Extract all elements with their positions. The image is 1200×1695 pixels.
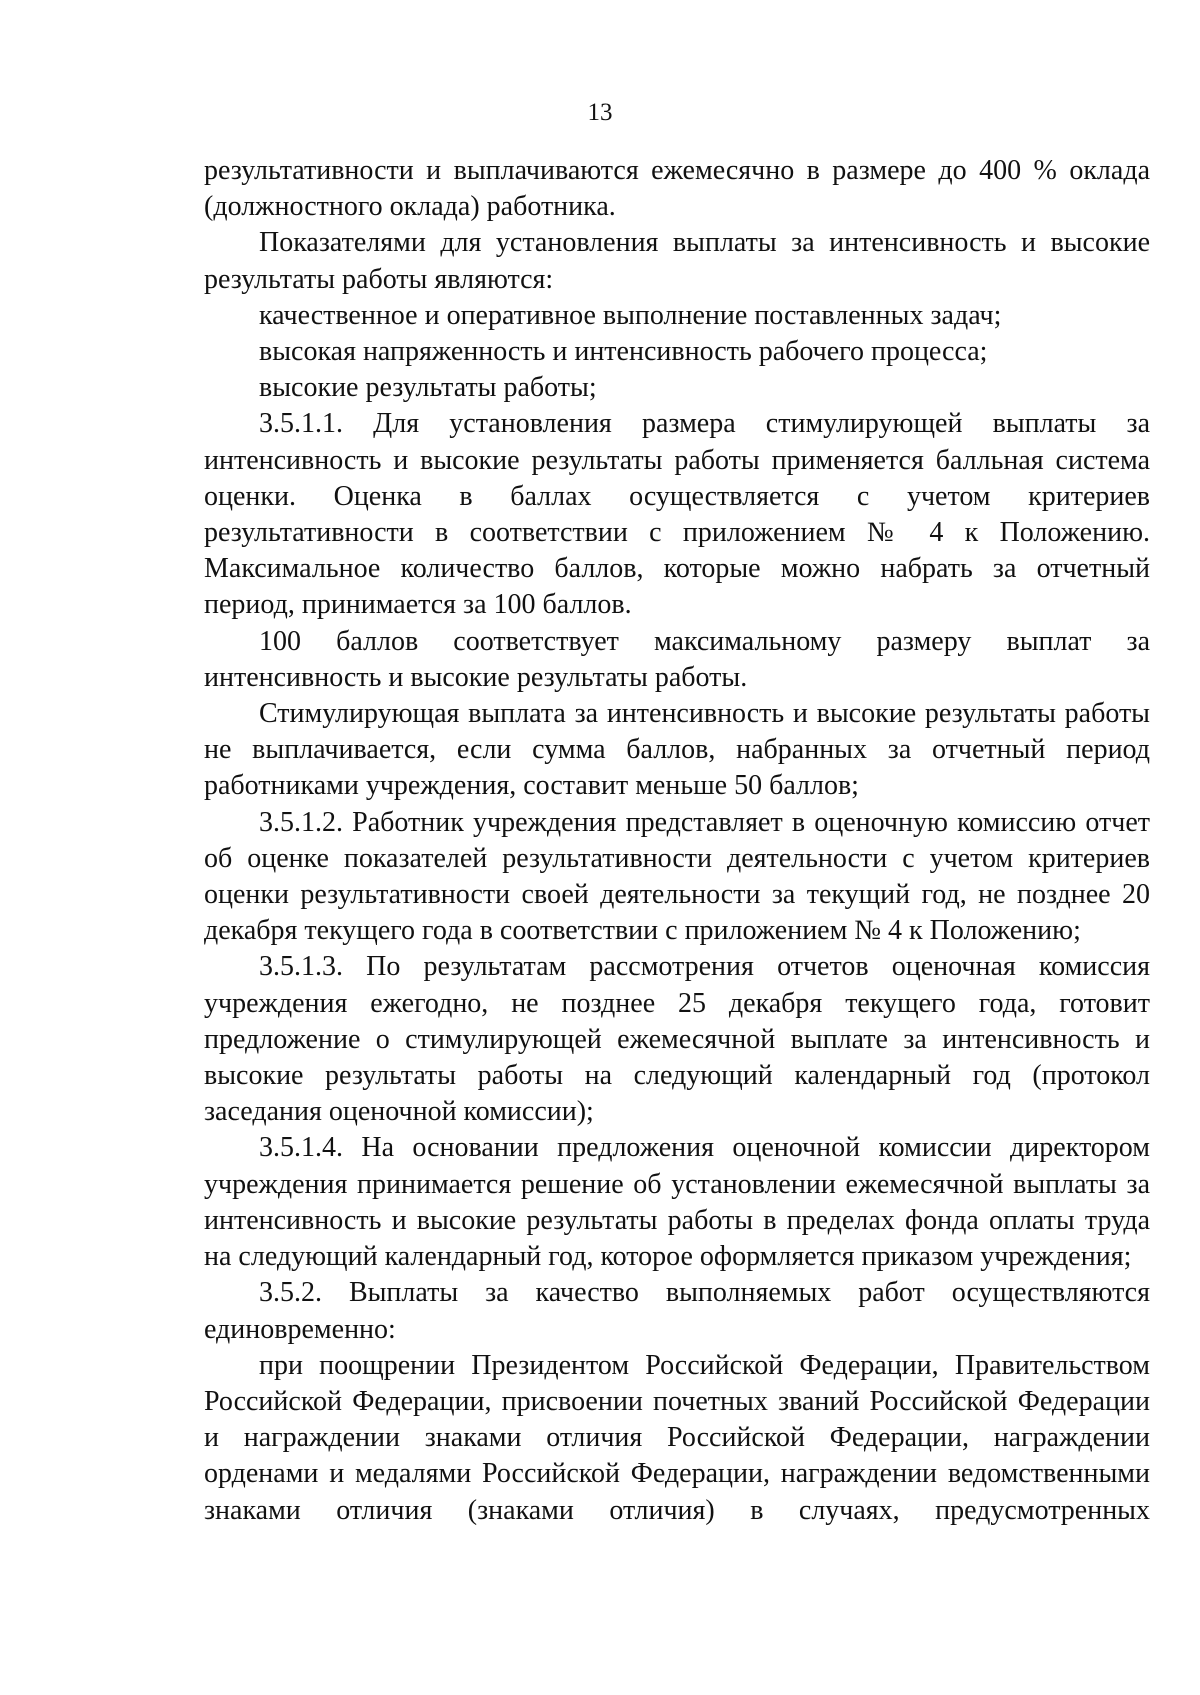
list-item-high-results: высокие результаты работы; (259, 372, 597, 404)
paragraph-awards: при поощрении Президентом Российской Федерации, Правительством Российской Федерации, присвоении почетных званий Российской Федерации и награждении знаками отличия Российской Федерации, награждении орденами и медалями Российской Федерации, награждении ведомственными знаками отличия (знаками отличия) в случаях, предусмотренных (204, 1349, 1150, 1526)
paragraph-3-5-2: 3.5.2. Выплаты за качество выполняемых работ осуществляются единовременно: (204, 1277, 1150, 1345)
paragraph-3-5-1-1: 3.5.1.1. Для установления размера стимулирующей выплаты за интенсивность и высокие результаты работы применяется балльная система оценки. Оценка в баллах осуществляется с учетом критериев результативности в соответствии с приложением № 4 к Положению. Максимальное количество баллов, которые можно набрать за отчетный период, принимается за 100 баллов. (204, 408, 1150, 621)
paragraph-not-paid: Стимулирующая выплата за интенсивность и высокие результаты работы не выплачивается, если сумма баллов, набранных за отчетный период работниками учреждения, составит меньше 50 баллов; (204, 698, 1150, 802)
paragraph-indicators-intro: Показателями для установления выплаты за интенсивность и высокие результаты работы являются: (204, 227, 1150, 295)
paragraph-3-5-1-4: 3.5.1.4. На основании предложения оценочной комиссии директором учреждения принимается решение об установлении ежемесячной выплаты за интенсивность и высокие результаты работы в пределах фонда оплаты труда на следующий календарный год, которое оформляется приказом учреждения; (204, 1132, 1150, 1273)
paragraph-3-5-1-2: 3.5.1.2. Работник учреждения представляет в оценочную комиссию отчет об оценке показателей результативности деятельности с учетом критериев оценки результативности своей деятельности за текущий год, не позднее 20 декабря текущего года в соответствии с приложением № 4 к Положению; (204, 806, 1150, 947)
list-item-quality-execution: качественное и оперативное выполнение поставленных задач; (259, 299, 1002, 331)
document-body (204, 153, 1150, 1529)
list-item-high-intensity: высокая напряженность и интенсивность рабочего процесса; (259, 336, 988, 368)
paragraph-3-5-1-3: 3.5.1.3. По результатам рассмотрения отчетов оценочная комиссия учреждения ежегодно, не позднее 25 декабря текущего года, готовит предложение о стимулирующей ежемесячной выплате за интенсивность и высокие результаты работы на следующий календарный год (протокол заседания оценочной комиссии); (204, 951, 1150, 1128)
paragraph-continuation: результативности и выплачиваются ежемесячно в размере до 400 % оклада (должностного оклада) работника. (204, 155, 1150, 223)
page-number: 13 (587, 99, 613, 126)
paragraph-100-points: 100 баллов соответствует максимальному размеру выплат за интенсивность и высокие результаты работы. (204, 625, 1150, 693)
